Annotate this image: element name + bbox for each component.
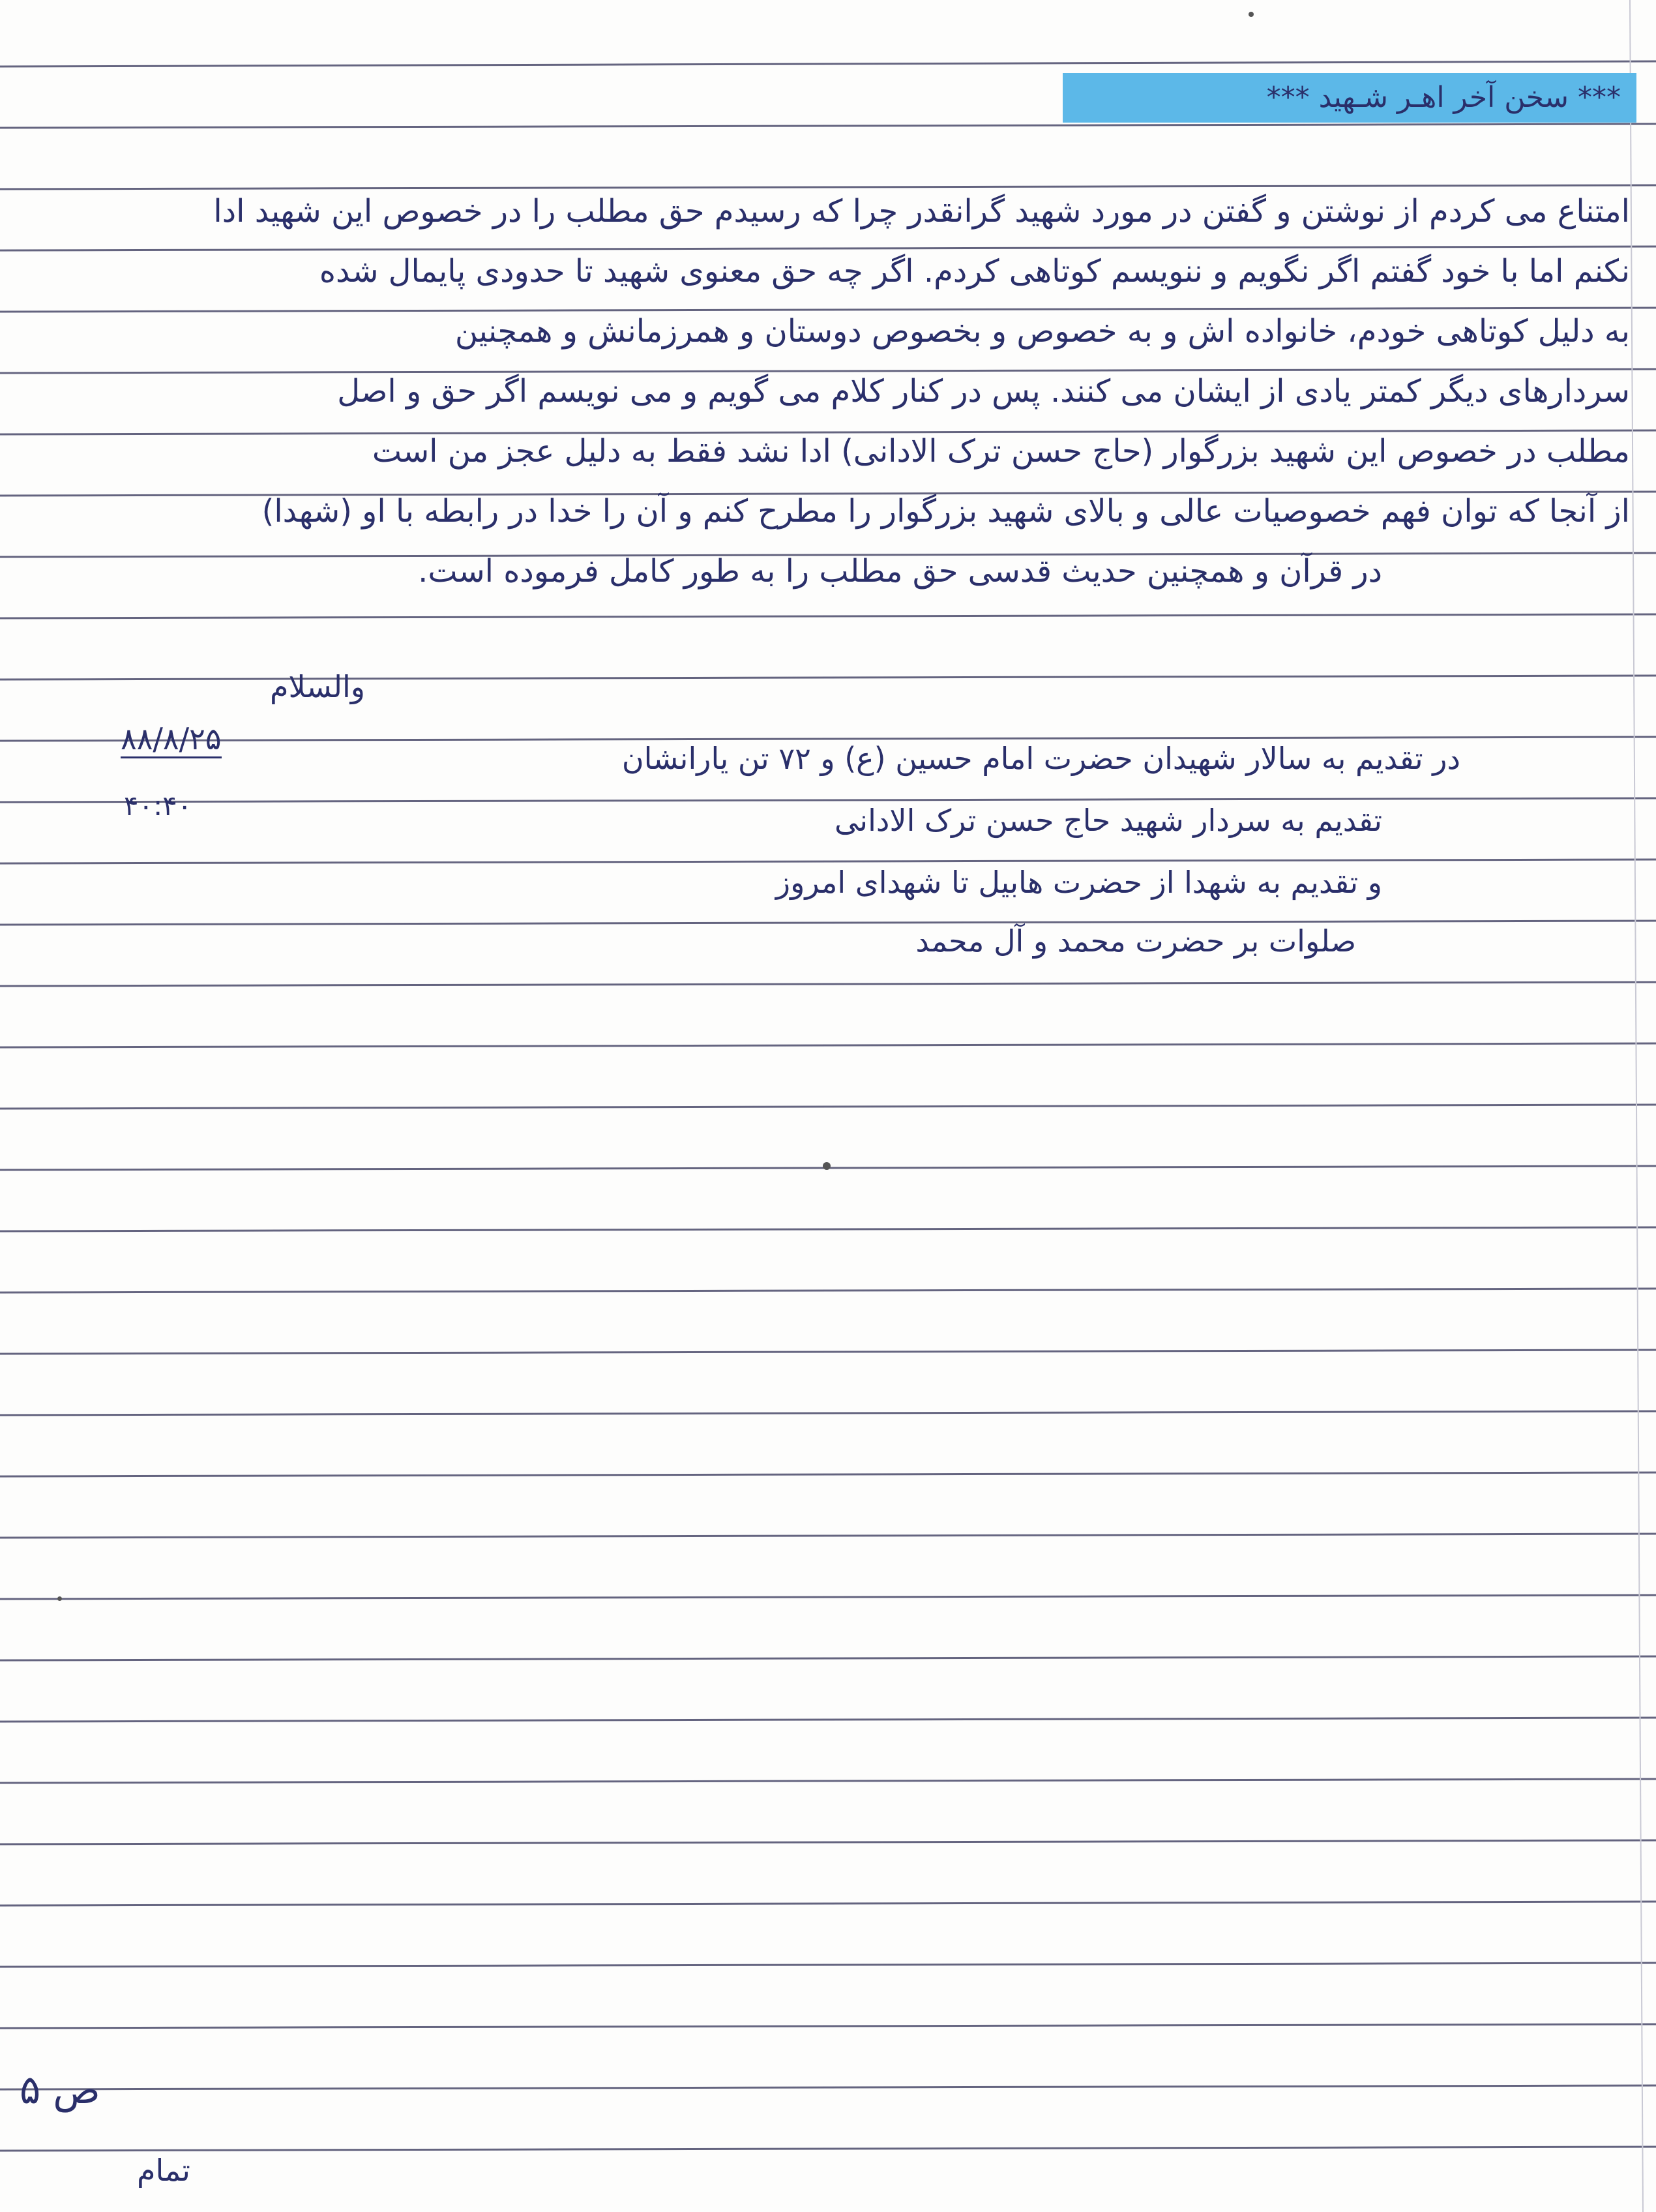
number-note: ۴۰:۴۰ [124, 790, 192, 822]
body-line-2: نکنم اما با خود گفتم اگر نگویم و ننویسم کوتاهی کردم. اگر چه حق معنوی شهید تا حدودی پایمال شده [319, 253, 1630, 290]
date: ۸۸/۸/۲۵ [121, 724, 222, 758]
dedication-line-2: تقدیم به سردار شهید حاج حسن ترک الادانی [834, 803, 1382, 838]
closing-salutation: والسلام [270, 669, 365, 704]
body-line-5: مطلب در خصوص این شهید بزرگوار (حاج حسن ترک الادانی) ادا نشد فقط به دلیل عجز من است [372, 433, 1630, 470]
body-line-7: در قرآن و همچنین حدیث قدسی حق مطلب را به طور کامل فرموده است. [418, 553, 1382, 590]
ink-dot [823, 1162, 831, 1170]
body-line-3: به دلیل کوتاهی خودم، خانواده اش و به خصوص و بخصوص دوستان و همرزمانش و همچنین [454, 313, 1630, 350]
body-line-4: سردارهای دیگر کمتر یادی از ایشان می کنند. پس در کنار کلام می گویم و می نویسم اگر حق و اصل [337, 373, 1630, 410]
heading-highlight: *** سخن آخر اهـر شـهید *** [1063, 73, 1636, 123]
finish-note: تمام [137, 2153, 190, 2188]
dedication-line-4: صلوات بر حضرت محمد و آل محمد [915, 923, 1356, 959]
dedication-line-1: در تقدیم به سالار شهیدان حضرت امام حسین (ع) و ۷۲ تن یارانشان [621, 741, 1460, 776]
ink-dot [1249, 12, 1254, 17]
dedication-line-3: و تقدیم به شهدا از حضرت هابیل تا شهدای امروز [775, 865, 1382, 900]
ink-dot [57, 1596, 62, 1601]
body-line-6: از آنجا که توان فهم خصوصیات عالی و بالای شهید بزرگوار را مطرح کنم و آن را خدا در رابطه با او (شهدا) [261, 493, 1630, 530]
page-number: ص ۵ [20, 2067, 100, 2113]
body-line-1: امتناع می کردم از نوشتن و گفتن در مورد شهید گرانقدر چرا که رسیدم حق مطلب را در خصوص این شهید ادا [213, 193, 1630, 230]
